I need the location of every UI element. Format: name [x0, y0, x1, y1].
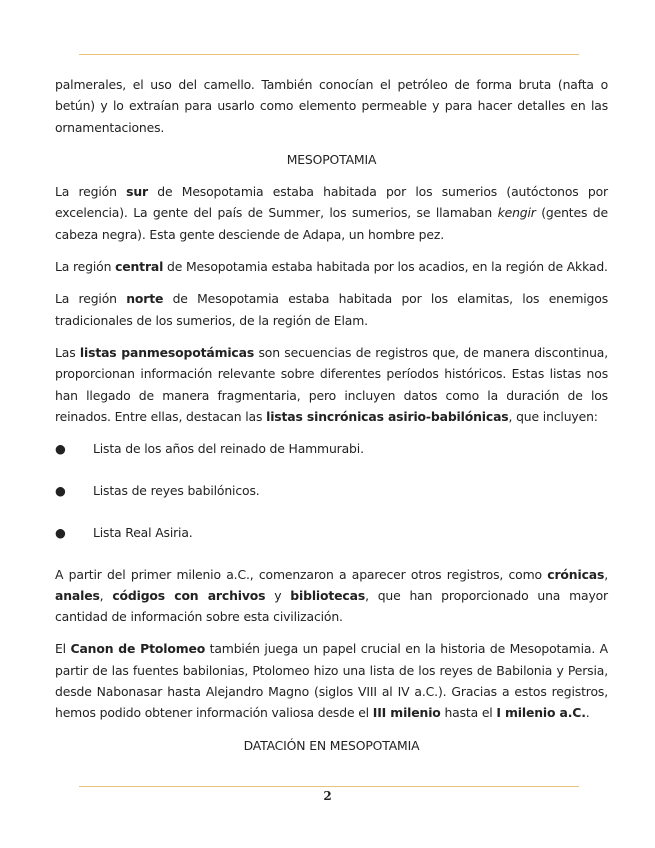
text: de Mesopotamia estaba habitada por los sumerios (autóctonos por excelencia). La gente del país de Summer, los sumerios, se llamaban	[55, 184, 608, 221]
footer-rule	[79, 786, 579, 787]
bold-term: sur	[126, 184, 148, 200]
bold-term: crónicas	[547, 566, 605, 582]
paragraph-canon-ptolomeo	[55, 638, 608, 723]
bold-term: III milenio	[372, 705, 441, 721]
bullet-icon: ●	[55, 441, 66, 457]
text: El	[55, 641, 71, 657]
list-item	[55, 480, 608, 501]
italic-term: kengir	[497, 205, 536, 221]
text: A partir del primer milenio a.C., comenzaron a aparecer otros registros, como	[55, 566, 548, 582]
text: y	[265, 587, 291, 603]
list-item-text: Lista Real Asiria.	[93, 524, 193, 540]
bullet-icon: ●	[55, 482, 66, 498]
heading-mesopotamia: MESOPOTAMIA	[286, 151, 377, 167]
paragraph-listas	[55, 342, 608, 427]
bullet-list	[55, 438, 608, 543]
bold-term: códigos con archivos	[112, 587, 266, 603]
text: de Mesopotamia estaba habitada por los acadios, en la región de Akkad.	[163, 259, 608, 275]
text: .	[585, 705, 590, 721]
text: son secuencias de registros que, de manera discontinua, proporcionan información relevante sobre diferentes períodos históricos. Estas listas nos han llegado de manera fragmentaria, pero incluyen datos como la duración de los reinados. Entre ellas, destacan las	[55, 344, 609, 424]
text: , que han proporcionado una mayor cantidad de información sobre esta civilización.	[55, 587, 609, 625]
text: ,	[99, 587, 113, 603]
text: La región	[55, 291, 127, 307]
bold-term: norte	[126, 291, 164, 307]
text: La región	[55, 259, 116, 275]
bold-term: central	[115, 259, 164, 275]
paragraph-central	[55, 256, 608, 277]
bold-term: listas panmesopotámicas	[79, 344, 255, 360]
bold-term: listas sincrónicas asirio-babilónicas	[266, 408, 509, 424]
list-item-text: Lista de los años del reinado de Hammurabi.	[93, 441, 364, 457]
text: Las	[55, 344, 80, 360]
text: de Mesopotamia estaba habitada por los elamitas, los enemigos tradicionales de los sumerios, de la región de Elam.	[55, 291, 609, 328]
bold-term: bibliotecas	[290, 587, 366, 603]
text: La región	[55, 184, 127, 200]
header-rule	[79, 54, 579, 55]
text: también juega un papel crucial en la historia de Mesopotamia. A partir de las fuentes babilonias, Ptolomeo hizo una lista de los reyes de Babilonia y Persia, desde Nabonasar hasta Alejandro Magno (siglos VIII al IV a.C.). Gracias a estos registros, hemos podido obtener información valiosa desde el	[55, 641, 608, 721]
list-item-text: Listas de reyes babilónicos.	[93, 482, 260, 498]
bullet-icon: ●	[55, 524, 66, 540]
paragraph-primer-milenio	[55, 564, 608, 628]
text: , que incluyen:	[508, 408, 598, 424]
paragraph-norte	[55, 288, 608, 331]
page-number: 2	[323, 789, 332, 803]
text: ,	[604, 566, 608, 582]
page-content	[55, 74, 608, 767]
list-item	[55, 522, 608, 543]
text: hasta el	[440, 705, 497, 721]
bold-term: anales	[55, 587, 100, 603]
bold-term: Canon de Ptolomeo	[70, 641, 206, 657]
heading-datacion: DATACIÓN EN MESOPOTAMIA	[243, 737, 420, 753]
text: (gentes de cabeza negra). Esta gente desciende de Adapa, un hombre pez.	[55, 205, 608, 242]
bold-term: I milenio a.C.	[496, 705, 586, 721]
paragraph-sur	[55, 181, 608, 245]
list-item	[55, 438, 608, 459]
paragraph-petroleum: palmerales, el uso del camello. También conocían el petróleo de forma bruta (nafta o betún) y lo extraían para usarlo como elemento permeable y para hacer detalles en las ornamentaciones.	[55, 77, 608, 135]
